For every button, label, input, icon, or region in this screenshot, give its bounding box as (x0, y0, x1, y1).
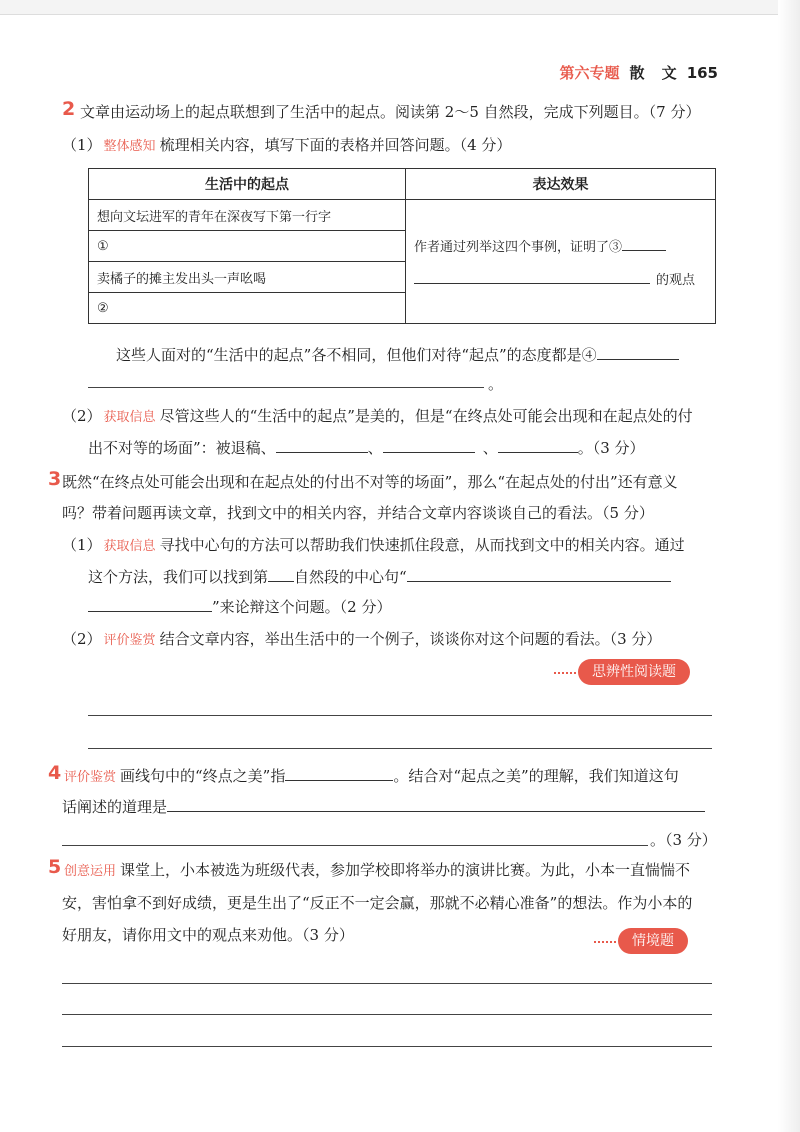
q4-line2 (62, 796, 705, 817)
q3-part1-line2b: 自然段的中心句“ (294, 568, 407, 586)
q3-part1 (62, 534, 685, 555)
q3-part1-line2a: 这个方法，我们可以找到第 (88, 568, 269, 586)
answer-line-5c[interactable] (62, 1046, 712, 1047)
blank-principle[interactable] (167, 797, 705, 812)
q4-tag: 评价鉴赏 (64, 770, 117, 785)
q3-part2-prefix: （2） (62, 630, 102, 648)
table-row-3: 卖橘子的摊主发出头一声吆喝 (89, 262, 406, 293)
blank-3-cont[interactable] (414, 269, 650, 284)
running-header (559, 62, 718, 83)
q5-text-1: 课堂上，小本被选为班级代表，参加学校即将举办的演讲比赛。为此，小本一直惴惴不 (120, 861, 691, 879)
answer-line-3b[interactable] (88, 748, 712, 749)
blank-principle-cont[interactable] (62, 845, 648, 846)
blank-4[interactable] (597, 345, 679, 360)
answer-line-5b[interactable] (62, 1014, 712, 1015)
page-right-edge (778, 0, 800, 1132)
question-2-number: 2 (62, 98, 76, 120)
page-number: 165 (686, 64, 718, 82)
comma-2: 、 (482, 439, 498, 457)
q3-part1-tag: 获取信息 (103, 539, 156, 554)
q3-part2-tag: 评价鉴赏 (103, 633, 156, 648)
q2-part2 (62, 405, 693, 426)
q2-part2-tag: 获取信息 (103, 410, 156, 425)
q4-line2-text: 话阐述的道理是 (62, 798, 168, 816)
q3-part2 (62, 628, 661, 649)
q2-attitude-period: 。 (488, 375, 504, 393)
effect-text-b: 的观点 (656, 272, 696, 288)
q5-line3: 好朋友，请你用文中的观点来劝他。（3 分） (62, 926, 354, 944)
scenario-badge: 情境题 (618, 928, 688, 954)
question-3-stem-2: 吗？带着问题再读文章，找到文中的相关内容，并结合文章内容谈谈自己的看法。（5 分） (62, 504, 654, 522)
blank-4-cont[interactable] (88, 387, 484, 388)
q2-part1-prefix: （1） (62, 136, 102, 154)
comma-1: 、 (367, 439, 383, 457)
table-row-1: 想向文坛进军的青年在深夜写下第一行字 (89, 200, 406, 231)
q2-part2-prefix: （2） (62, 407, 102, 425)
effect-text-a: 作者通过列举这四个事例，证明了③ (414, 239, 623, 255)
header-chapter: 散 文 (629, 64, 683, 82)
table-row-4[interactable]: ② (89, 293, 406, 324)
q3-part1-line3 (88, 596, 391, 617)
q3-part2-text: 结合文章内容，举出生活中的一个例子，谈谈你对这个问题的看法。（3 分） (159, 630, 662, 648)
q3-part1-line3-text: ”来论辩这个问题。（2 分） (212, 598, 392, 616)
q2-attitude-line (116, 344, 679, 365)
blank-3[interactable] (622, 236, 666, 251)
blank-paragraph-number[interactable] (268, 567, 294, 582)
blank-central-sentence[interactable] (407, 567, 671, 582)
blank-reason-3[interactable] (498, 438, 578, 453)
answer-line-5a[interactable] (62, 983, 712, 984)
critical-reading-badge: 思辨性阅读题 (578, 659, 690, 685)
q3-part1-text: 寻找中心句的方法可以帮助我们快速抓住段意，从而找到文中的相关内容。通过 (159, 536, 685, 554)
q2-attitude-text: 这些人面对的“生活中的起点”各不相同，但他们对待“起点”的态度都是④ (116, 346, 597, 364)
question-5-number: 5 (48, 856, 62, 878)
q5-line2: 安，害怕拿不到好成绩，更是生出了“反正不一定会赢，那就不必精心准备”的想法。作为小本的 (62, 894, 693, 912)
q4-end: 。（3 分） (650, 831, 717, 849)
blank-central-sentence-cont[interactable] (88, 597, 212, 612)
question-4-number: 4 (48, 762, 62, 784)
badge-dots-1 (554, 672, 576, 674)
header-section: 第六专题 (559, 64, 620, 82)
q3-part1-prefix: （1） (62, 536, 102, 554)
q2-part2-line2 (88, 437, 645, 458)
starting-point-table (88, 168, 716, 324)
table-header-col2: 表达效果 (406, 169, 716, 200)
blank-end-beauty[interactable] (285, 766, 393, 781)
answer-line-3a[interactable] (88, 715, 712, 716)
table-header-col1: 生活中的起点 (89, 169, 406, 200)
blank-reason-1[interactable] (276, 438, 368, 453)
q5-tag: 创意运用 (64, 864, 117, 879)
question-3-number: 3 (48, 468, 62, 490)
blank-reason-2[interactable] (383, 438, 475, 453)
question-3-stem-1: 既然“在终点处可能会出现和在起点处的付出不对等的场面”，那么“在起点处的付出”还有意义 (62, 473, 678, 491)
q2-part2-text: 尽管这些人的“生活中的起点”是美的，但是“在终点处可能会出现和在起点处的付 (159, 407, 693, 425)
question-2-stem: 文章由运动场上的起点联想到了生活中的起点。阅读第 2～5 自然段，完成下列题目。（7 分） (80, 103, 701, 121)
q2-part1 (62, 134, 511, 155)
q4-text-b: 。结合对“起点之美”的理解，我们知道这句 (393, 767, 679, 785)
q3-part1-line2 (88, 566, 671, 587)
q4-line1 (62, 765, 679, 786)
q2-part1-text: 梳理相关内容，填写下面的表格并回答问题。（4 分） (159, 136, 512, 154)
q2-part2-end: 。（3 分） (577, 439, 645, 457)
q5-line1 (62, 859, 690, 880)
badge-dots-2 (594, 941, 616, 943)
table-effect-cell[interactable] (406, 200, 716, 324)
q2-part1-tag: 整体感知 (103, 139, 156, 154)
q4-text-a: 画线句中的“终点之美”指 (120, 767, 286, 785)
page-top-edge (0, 0, 800, 15)
q2-part2-line2-text: 出不对等的场面”：被退稿、 (88, 439, 276, 457)
table-row-2[interactable]: ① (89, 231, 406, 262)
